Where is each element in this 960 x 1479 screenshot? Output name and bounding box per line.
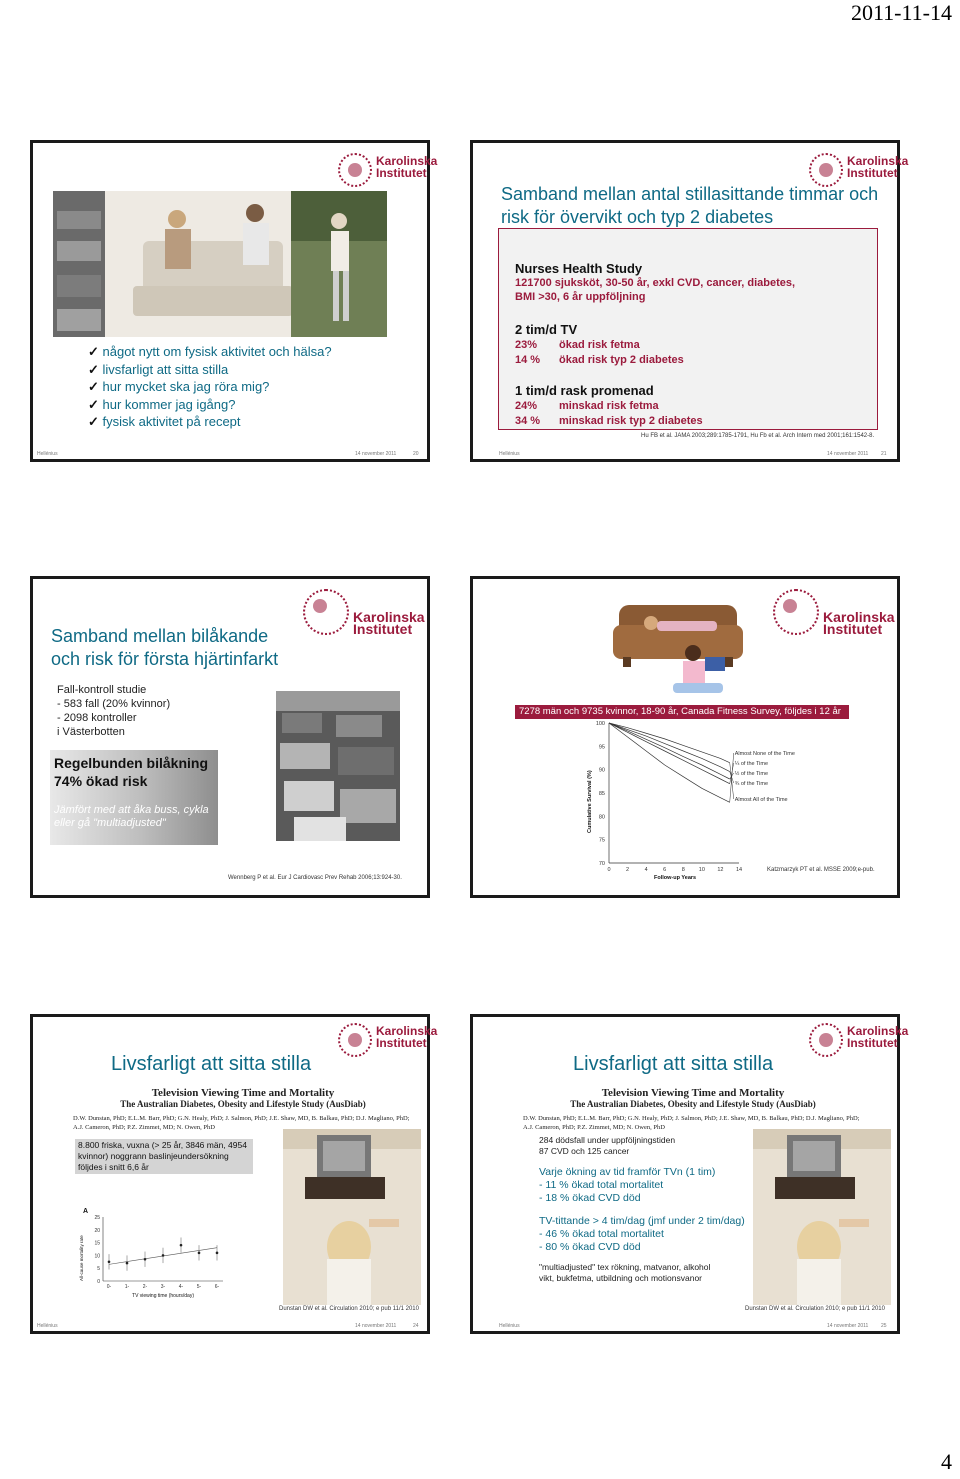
karolinska-logo	[338, 153, 438, 193]
y-tick-label: 0	[97, 1279, 100, 1285]
study-title: Nurses Health Study	[515, 261, 643, 276]
citation: Hu FB et al. JAMA 2003;289:1785-1791, Hu Fb et al. Arch Intern med 2001;161:1542-8.	[641, 433, 875, 439]
increase-line-1: - 11 % ökad total mortalitet	[539, 1179, 664, 1191]
karolinska-seal-icon	[338, 1023, 372, 1057]
slide-title: Samband mellan antal stillasittande timmar och risk för övervikt och typ 2 diabetes	[501, 184, 879, 227]
karolinska-logo	[303, 589, 425, 637]
slide-footer	[473, 447, 897, 459]
page-number: 4	[941, 1449, 952, 1474]
x-tick-label: 12	[717, 867, 724, 873]
result-box	[50, 750, 218, 845]
x-axis-label: Follow-up Years	[654, 875, 697, 881]
tv-row-1-text: ökad risk fetma	[559, 339, 640, 351]
study-line-2: - 583 fall (20% kvinnor)	[57, 698, 171, 710]
x-tick-label: 3-	[160, 1284, 166, 1290]
karolinska-seal-icon	[303, 589, 349, 635]
karolinska-seal-icon	[809, 1023, 843, 1057]
bullet-5: ✓ fysisk aktivitet på recept	[88, 413, 332, 431]
slide-footer	[33, 447, 427, 459]
x-tick-label: 14	[735, 867, 743, 873]
y-tick-label: 85	[598, 791, 605, 797]
photo-child-watching-tv	[753, 1129, 891, 1305]
footer-author: Hellénius	[499, 1323, 520, 1329]
tv-row-2-pct: 14 %	[515, 354, 541, 366]
survival-chart	[583, 719, 873, 879]
y-tick-label: 5	[97, 1266, 100, 1273]
citation: Katzmarzyk PT et al. MSSE 2009;e-pub.	[767, 867, 875, 873]
footer-author: Hellénius	[499, 451, 520, 457]
institute-name: Karolinska Institutet	[823, 609, 895, 637]
series-label: Almost None of the Time	[734, 751, 795, 757]
walk-row-2-text: minskad risk typ 2 diabetes	[559, 415, 703, 427]
series-line	[609, 723, 730, 772]
data-point	[180, 1244, 183, 1247]
y-axis-label: All-cause mortality rate	[79, 1235, 84, 1281]
slide-21	[470, 140, 909, 462]
institute-name: Karolinska Institutet	[353, 609, 425, 637]
citation: Wennberg P et al. Eur J Cardiovasc Prev Rehab 2006;13:924-30.	[228, 875, 402, 881]
paper-header	[73, 1087, 413, 1132]
institute-name: Karolinska Institutet	[847, 1024, 909, 1050]
bullet-2: ✓ livsfarligt att sitta stilla	[88, 361, 332, 379]
study-line-3: - 2098 kontroller	[57, 712, 137, 724]
tv-row-1-pct: 23%	[515, 339, 538, 351]
study-box	[498, 228, 878, 430]
study-lines	[57, 683, 170, 739]
series-line	[609, 723, 730, 763]
bullet-1: ✓ något nytt om fysisk aktivitet och hälsa?	[88, 343, 332, 361]
increase-line-2: - 18 % ökad CVD död	[539, 1192, 641, 1204]
paper-title-2: The Australian Diabetes, Obesity and Lifestyle Study (AusDiab)	[570, 1099, 816, 1109]
slide-24	[30, 1014, 438, 1334]
x-tick-label: 4-	[178, 1284, 184, 1290]
slide-footer	[473, 1319, 897, 1331]
y-tick-label: 80	[598, 814, 605, 821]
mortality-chart	[73, 1205, 233, 1305]
karolinska-seal-icon	[338, 153, 372, 187]
slide-title: Samband mellan bilåkande och risk för första hjärtinfarkt	[51, 626, 279, 669]
walk-heading: 1 tim/d rask promenad	[515, 383, 654, 398]
footer-date: 14 november 2011	[827, 1323, 869, 1329]
paper-authors: D.W. Dunstan, PhD; E.L.M. Barr, PhD; G.N. Healy, PhD; J. Salmon, PhD; J.E. Shaw, MD, B. Balkau, PhD; D.J. Magliano, PhD; A.J. Cameron, PhD; P.Z. Zimmet, MD; N. Owen, PhD	[523, 1115, 860, 1131]
result-head-1: Regelbunden bilåkning	[54, 755, 209, 771]
x-tick-label: 2	[626, 867, 630, 873]
tv-heading: 2 tim/d TV	[515, 322, 578, 337]
y-tick-label: 75	[598, 837, 605, 844]
x-tick-label: 6	[663, 867, 667, 873]
multiadjusted-note: "multiadjusted" tex rökning, matvanor, alkohol vikt, bukfetma, utbildning och motionsvanor	[539, 1262, 711, 1283]
y-tick-label: 10	[94, 1253, 100, 1260]
institute-name: Karolinska Institutet	[376, 1024, 438, 1050]
series-label: ¼ of the Time	[734, 761, 769, 767]
photo-sedentary-vs-active	[53, 191, 387, 337]
bullet-3: ✓ hur mycket ska jag röra mig?	[88, 378, 332, 396]
y-tick-label: 95	[598, 744, 605, 751]
data-point	[162, 1254, 165, 1257]
photo-child-watching-tv	[283, 1129, 421, 1305]
paper-title-1: Television Viewing Time and Mortality	[601, 1087, 785, 1099]
slide-22	[30, 576, 430, 898]
institute-name: Karolinska Institutet	[376, 154, 438, 180]
karolinska-logo	[773, 589, 895, 637]
results-text	[539, 1135, 759, 1284]
photo-traffic-jam	[276, 691, 400, 841]
footer-date: 14 november 2011	[355, 1323, 397, 1329]
institute-name: Karolinska Institutet	[847, 154, 909, 180]
y-tick-label: 70	[598, 861, 605, 867]
study-line-1: 121700 sjuksköt, 30-50 år, exkl CVD, cancer, diabetes,	[515, 277, 796, 289]
footer-author: Hellénius	[37, 451, 58, 457]
header-date: 2011-11-14	[850, 0, 952, 25]
increase-heading: Varje ökning av tid framför TVn (1 tim)	[539, 1166, 716, 1178]
walk-row-1	[515, 400, 659, 412]
slide-20	[30, 140, 438, 462]
study-info-box: 8.800 friska, vuxna (> 25 år, 3846 män, 4954 kvinnor) noggrann baslinjeundersökning följdes i snitt 6,6 år	[75, 1139, 253, 1174]
slide-title: Livsfarligt att sitta stilla	[111, 1053, 312, 1075]
series-label: ¾ of the Time	[734, 781, 769, 787]
x-tick-label: 0	[607, 867, 611, 873]
data-point	[126, 1262, 129, 1265]
photo-children-sofa-laptop	[613, 581, 743, 699]
walk-row-1-text: minskad risk fetma	[559, 400, 659, 412]
tv-row-2	[515, 354, 684, 366]
x-tick-label: 10	[698, 867, 705, 873]
deaths-line-1: 284 dödsfall under uppföljningstiden	[539, 1135, 676, 1145]
x-tick-label: 1-	[124, 1284, 130, 1290]
y-tick-label: 20	[94, 1227, 100, 1234]
series-line	[609, 723, 730, 779]
panel-label: A	[83, 1208, 89, 1215]
slide20-bullets	[88, 343, 332, 431]
tv-row-2-text: ökad risk typ 2 diabetes	[559, 354, 684, 366]
karolinska-logo	[338, 1023, 438, 1063]
x-tick-label: 8	[681, 867, 685, 873]
x-axis-label: TV viewing time (hours/day)	[132, 1293, 194, 1299]
footer-slide-number: 20	[413, 451, 419, 457]
karolinska-seal-icon	[809, 153, 843, 187]
series-label: Almost All of the Time	[734, 797, 788, 803]
data-point	[144, 1258, 147, 1261]
slide-25	[470, 1014, 909, 1334]
data-point	[216, 1252, 219, 1255]
footer-slide-number: 25	[881, 1323, 887, 1329]
walk-row-1-pct: 24%	[515, 400, 538, 412]
y-tick-label: 90	[598, 767, 605, 774]
footer-date: 14 november 2011	[355, 451, 397, 457]
paper-title-2: The Australian Diabetes, Obesity and Lifestyle Study (AusDiab)	[120, 1099, 366, 1109]
series-line	[609, 723, 730, 784]
x-tick-label: 2-	[142, 1284, 148, 1290]
slide-footer	[33, 1319, 427, 1331]
footer-slide-number: 24	[413, 1323, 419, 1329]
result-head-2: 74% ökad risk	[54, 773, 148, 789]
footer-date: 14 november 2011	[827, 451, 869, 457]
x-tick-label: 4	[644, 867, 648, 873]
footer-author: Hellénius	[37, 1323, 58, 1329]
y-tick-label: 25	[94, 1215, 100, 1221]
paper-title-1: Television Viewing Time and Mortality	[151, 1087, 335, 1099]
tv-line-2: - 80 % ökad CVD död	[539, 1241, 641, 1253]
deaths-line-2: 87 CVD och 125 cancer	[539, 1146, 630, 1156]
karolinska-seal-icon	[773, 589, 819, 635]
data-point	[198, 1252, 201, 1255]
footer-slide-number: 21	[881, 451, 887, 457]
y-axis-label: Cumulative Survival (%)	[587, 770, 593, 833]
tv-row-1	[515, 339, 640, 351]
paper-header	[523, 1087, 863, 1132]
citation: Dunstan DW et al. Circulation 2010; e pub 11/1 2010	[745, 1306, 885, 1312]
y-tick-label: 15	[94, 1240, 100, 1247]
walk-row-2	[515, 415, 703, 427]
study-line-4: i Västerbotten	[57, 726, 125, 738]
tv-line-1: - 46 % ökad total mortalitet	[539, 1228, 664, 1240]
paper-authors: D.W. Dunstan, PhD; E.L.M. Barr, PhD; G.N. Healy, PhD; J. Salmon, PhD; J.E. Shaw, MD, B. Balkau, PhD; D.J. Magliano, PhD; A.J. Cameron, PhD; P.Z. Zimmet, MD; N. Owen, PhD	[73, 1115, 410, 1131]
citation: Dunstan DW et al. Circulation 2010; e pub 11/1 2010	[279, 1306, 419, 1312]
x-tick-label: 5-	[196, 1284, 202, 1290]
series-label: ½ of the Time	[734, 771, 769, 777]
bullet-4: ✓ hur kommer jag igång?	[88, 396, 332, 414]
slide-23	[470, 576, 900, 898]
x-tick-label: 6-	[214, 1284, 220, 1290]
study-banner: 7278 män och 9735 kvinnor, 18-90 år, Canada Fitness Survey, följdes i 12 år	[515, 705, 849, 719]
data-point	[108, 1261, 111, 1264]
study-line-1: Fall-kontroll studie	[57, 684, 147, 696]
slide-title: Livsfarligt att sitta stilla	[573, 1053, 774, 1075]
tv-heading: TV-tittande > 4 tim/dag (jmf under 2 tim/dag)	[539, 1215, 745, 1227]
result-note: Jämfört med att åka buss, cykla eller gå "multiadjusted"	[54, 804, 209, 829]
karolinska-logo	[809, 1023, 909, 1063]
x-tick-label: 0-	[106, 1284, 112, 1290]
y-tick-label: 100	[595, 721, 605, 727]
study-line-2: BMI >30, 6 år uppföljning	[515, 291, 646, 303]
walk-row-2-pct: 34 %	[515, 415, 541, 427]
